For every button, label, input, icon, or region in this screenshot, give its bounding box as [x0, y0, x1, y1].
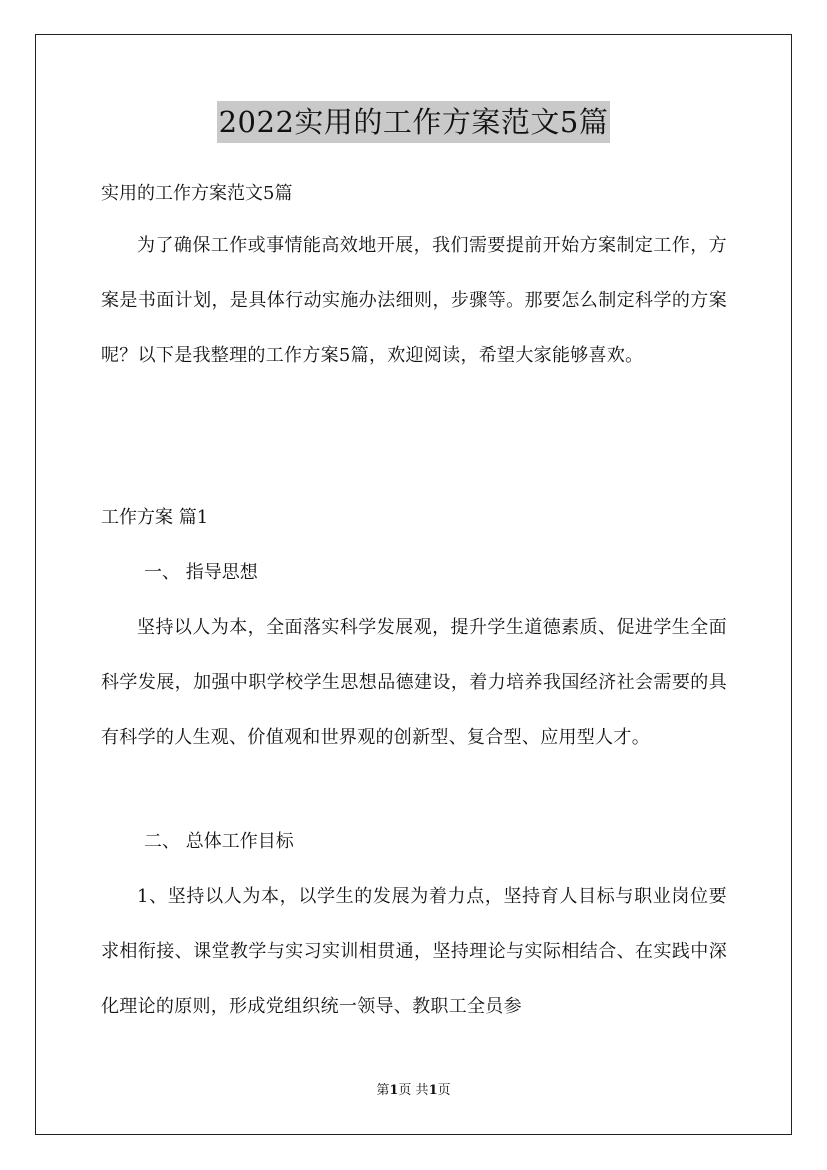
footer-page-number: 1 [389, 1083, 399, 1098]
paragraph-guiding-ideology: 坚持以人为本，全面落实科学发展观，提升学生道德素质、促进学生全面科学发展，加强中职学校学生思想品德建设，着力培养我国经济社会需要的具有科学的人生观、价值观和世界观的创新型、复合型、应用型人才。 [101, 617, 727, 748]
footer-page-suffix: 页 [437, 1083, 451, 1098]
footer-page-total: 1 [428, 1083, 438, 1098]
section-title: 工作方案 篇1 [101, 507, 209, 528]
paragraph-overall-goal: 1、坚持以人为本，以学生的发展为着力点，坚持育人目标与职业岗位要求相衔接、课堂教学与实习实训相贯通，坚持理论与实际相结合、在实践中深化理论的原则，形成党组织统一领导、教职工全员参 [101, 886, 727, 1017]
intro-paragraph: 为了确保工作或事情能高效地开展，我们需要提前开始方案制定工作，方案是书面计划，是具体行动实施办法细则，步骤等。那要怎么制定科学的方案呢？以下是我整理的工作方案5篇，欢迎阅读，希望大家能够喜欢。 [101, 235, 727, 366]
document-subtitle: 实用的工作方案范文5篇 [101, 183, 293, 204]
page-footer [0, 1081, 827, 1101]
title-wrap [0, 101, 827, 143]
heading-overall-goal: 二、 总体工作目标 [144, 831, 294, 852]
footer-page-prefix: 第 [376, 1083, 390, 1098]
document-title: 2022实用的工作方案范文5篇 [217, 101, 611, 143]
footer-page-mid: 页 共 [398, 1083, 429, 1098]
heading-guiding-ideology: 一、 指导思想 [144, 562, 258, 583]
